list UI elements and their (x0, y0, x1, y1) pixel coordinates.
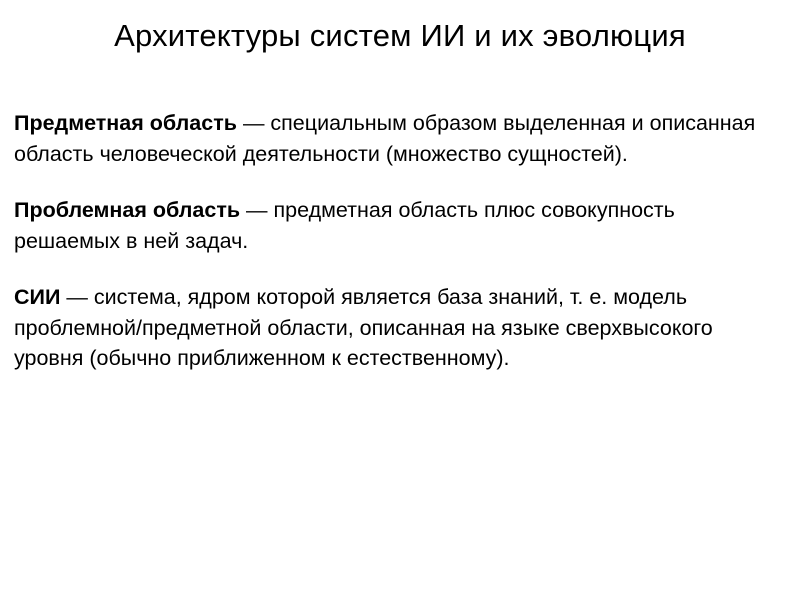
definition-text: — система, ядром которой является база знаний, т. е. модель проблемной/предметной области, описанная на языке сверхвысокого уровня (обычно приближенном к естественному). (14, 285, 713, 371)
page-title: Архитектуры систем ИИ и их эволюция (114, 18, 686, 53)
definition-paragraph (14, 195, 776, 256)
definition-paragraph (14, 282, 776, 374)
definition-text: — предметная область плюс совокупность решаемых в ней задач. (14, 198, 675, 253)
definition-paragraph (14, 108, 776, 169)
slide-body (14, 108, 776, 374)
definition-term: СИИ (14, 285, 61, 310)
definition-term: Проблемная область (14, 198, 241, 223)
definition-text: — специальным образом выделенная и описанная область человеческой деятельности (множество сущностей). (14, 111, 756, 166)
definition-term: Предметная область (14, 111, 237, 135)
